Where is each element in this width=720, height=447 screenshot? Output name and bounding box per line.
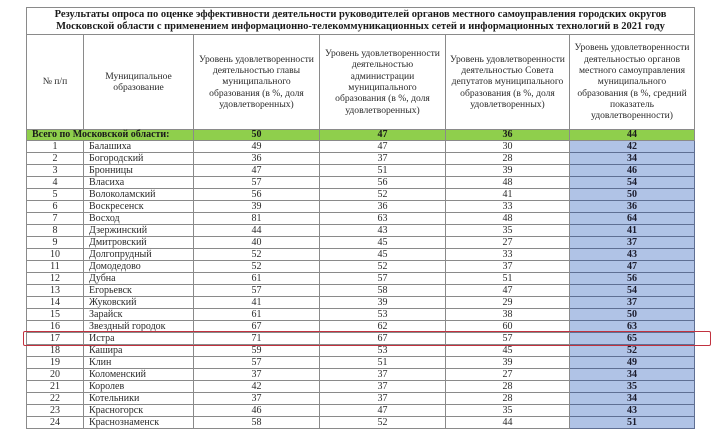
average-satisfaction-cell: 51 <box>570 417 695 429</box>
administration-satisfaction-cell: 47 <box>320 405 446 417</box>
head-satisfaction-cell: 52 <box>194 249 320 261</box>
average-satisfaction-cell: 54 <box>570 177 695 189</box>
head-satisfaction-cell: 57 <box>194 177 320 189</box>
municipality-name-cell: Восход <box>84 213 194 225</box>
administration-satisfaction-cell: 51 <box>320 357 446 369</box>
total-administration: 47 <box>320 130 446 141</box>
total-label: Всего по Московской области: <box>27 130 194 141</box>
council-satisfaction-cell: 33 <box>446 249 570 261</box>
row-number-cell: 24 <box>27 417 84 429</box>
municipality-name-cell: Звездный городок <box>84 321 194 333</box>
table-row <box>27 309 695 321</box>
average-satisfaction-cell: 34 <box>570 393 695 405</box>
administration-satisfaction-cell: 52 <box>320 261 446 273</box>
municipality-name-cell: Зарайск <box>84 309 194 321</box>
head-satisfaction-cell: 36 <box>194 153 320 165</box>
head-satisfaction-cell: 67 <box>194 321 320 333</box>
municipality-name-cell: Королев <box>84 381 194 393</box>
administration-satisfaction-cell: 53 <box>320 309 446 321</box>
council-satisfaction-cell: 28 <box>446 381 570 393</box>
administration-satisfaction-cell: 39 <box>320 297 446 309</box>
average-satisfaction-cell: 52 <box>570 345 695 357</box>
average-satisfaction-cell: 65 <box>570 333 695 345</box>
head-satisfaction-cell: 52 <box>194 261 320 273</box>
administration-satisfaction-cell: 53 <box>320 345 446 357</box>
row-number-cell: 6 <box>27 201 84 213</box>
table-row <box>27 141 695 153</box>
head-satisfaction-cell: 59 <box>194 345 320 357</box>
municipality-name-cell: Бронницы <box>84 165 194 177</box>
council-satisfaction-cell: 35 <box>446 405 570 417</box>
municipality-name-cell: Балашиха <box>84 141 194 153</box>
administration-satisfaction-cell: 56 <box>320 177 446 189</box>
head-satisfaction-cell: 58 <box>194 417 320 429</box>
average-satisfaction-cell: 46 <box>570 165 695 177</box>
total-row <box>27 130 695 141</box>
council-satisfaction-cell: 37 <box>446 261 570 273</box>
table-row <box>27 285 695 297</box>
council-satisfaction-cell: 45 <box>446 345 570 357</box>
council-satisfaction-cell: 44 <box>446 417 570 429</box>
table-row <box>27 177 695 189</box>
head-satisfaction-cell: 81 <box>194 213 320 225</box>
table-row <box>27 405 695 417</box>
survey-results-table <box>26 7 695 429</box>
row-number-cell: 2 <box>27 153 84 165</box>
average-satisfaction-cell: 41 <box>570 225 695 237</box>
municipality-name-cell: Коломенский <box>84 369 194 381</box>
municipality-name-cell: Истра <box>84 333 194 345</box>
average-satisfaction-cell: 37 <box>570 237 695 249</box>
average-satisfaction-cell: 56 <box>570 273 695 285</box>
row-number-cell: 4 <box>27 177 84 189</box>
total-council: 36 <box>446 130 570 141</box>
council-satisfaction-cell: 27 <box>446 369 570 381</box>
average-satisfaction-cell: 34 <box>570 369 695 381</box>
column-header-administration-satisfaction: Уровень удовлетворенности деятельностью администрации муниципального образования (в %, доля удовлетворенных) <box>320 35 446 130</box>
head-satisfaction-cell: 37 <box>194 369 320 381</box>
council-satisfaction-cell: 39 <box>446 357 570 369</box>
municipality-name-cell: Красногорск <box>84 405 194 417</box>
header-row <box>27 35 695 130</box>
council-satisfaction-cell: 47 <box>446 285 570 297</box>
head-satisfaction-cell: 47 <box>194 165 320 177</box>
table-row <box>27 393 695 405</box>
head-satisfaction-cell: 56 <box>194 189 320 201</box>
municipality-name-cell: Власиха <box>84 177 194 189</box>
municipality-name-cell: Дубна <box>84 273 194 285</box>
municipality-name-cell: Клин <box>84 357 194 369</box>
row-number-cell: 1 <box>27 141 84 153</box>
column-header-number: № п/п <box>27 35 84 130</box>
table-title: Результаты опроса по оценке эффективности деятельности руководителей органов местного самоуправления городских округов Московской области с применением информационно-телекоммуникационных сетей и информационных технологий в 2021 году <box>27 8 695 35</box>
table-row <box>27 201 695 213</box>
administration-satisfaction-cell: 47 <box>320 141 446 153</box>
municipality-name-cell: Волоколамский <box>84 189 194 201</box>
council-satisfaction-cell: 29 <box>446 297 570 309</box>
row-number-cell: 22 <box>27 393 84 405</box>
table-row <box>27 249 695 261</box>
average-satisfaction-cell: 50 <box>570 309 695 321</box>
head-satisfaction-cell: 37 <box>194 393 320 405</box>
average-satisfaction-cell: 54 <box>570 285 695 297</box>
row-number-cell: 9 <box>27 237 84 249</box>
municipality-name-cell: Дмитровский <box>84 237 194 249</box>
total-head: 50 <box>194 130 320 141</box>
administration-satisfaction-cell: 45 <box>320 249 446 261</box>
average-satisfaction-cell: 49 <box>570 357 695 369</box>
administration-satisfaction-cell: 51 <box>320 165 446 177</box>
total-average: 44 <box>570 130 695 141</box>
table-row <box>27 165 695 177</box>
average-satisfaction-cell: 63 <box>570 321 695 333</box>
survey-results-document <box>26 7 694 429</box>
council-satisfaction-cell: 48 <box>446 213 570 225</box>
head-satisfaction-cell: 44 <box>194 225 320 237</box>
council-satisfaction-cell: 33 <box>446 201 570 213</box>
title-row <box>27 8 695 35</box>
table-row <box>27 321 695 333</box>
administration-satisfaction-cell: 37 <box>320 153 446 165</box>
administration-satisfaction-cell: 52 <box>320 189 446 201</box>
row-number-cell: 23 <box>27 405 84 417</box>
average-satisfaction-cell: 36 <box>570 201 695 213</box>
municipality-name-cell: Домодедово <box>84 261 194 273</box>
row-number-cell: 5 <box>27 189 84 201</box>
municipality-name-cell: Кашира <box>84 345 194 357</box>
council-satisfaction-cell: 60 <box>446 321 570 333</box>
head-satisfaction-cell: 57 <box>194 357 320 369</box>
council-satisfaction-cell: 51 <box>446 273 570 285</box>
row-number-cell: 19 <box>27 357 84 369</box>
administration-satisfaction-cell: 36 <box>320 201 446 213</box>
table-row <box>27 297 695 309</box>
head-satisfaction-cell: 40 <box>194 237 320 249</box>
council-satisfaction-cell: 28 <box>446 393 570 405</box>
administration-satisfaction-cell: 58 <box>320 285 446 297</box>
table-row <box>27 357 695 369</box>
row-number-cell: 12 <box>27 273 84 285</box>
table-row <box>27 237 695 249</box>
municipality-name-cell: Егорьевск <box>84 285 194 297</box>
row-number-cell: 15 <box>27 309 84 321</box>
column-header-average-satisfaction: Уровень удовлетворенности деятельностью органов местного самоуправления муниципального образования (в %, средний показатель удовлетворенности) <box>570 35 695 130</box>
row-number-cell: 7 <box>27 213 84 225</box>
administration-satisfaction-cell: 37 <box>320 381 446 393</box>
council-satisfaction-cell: 27 <box>446 237 570 249</box>
administration-satisfaction-cell: 52 <box>320 417 446 429</box>
table-row <box>27 273 695 285</box>
row-number-cell: 17 <box>27 333 84 345</box>
council-satisfaction-cell: 28 <box>446 153 570 165</box>
row-number-cell: 16 <box>27 321 84 333</box>
table-row <box>27 369 695 381</box>
council-satisfaction-cell: 38 <box>446 309 570 321</box>
average-satisfaction-cell: 37 <box>570 297 695 309</box>
average-satisfaction-cell: 34 <box>570 153 695 165</box>
head-satisfaction-cell: 39 <box>194 201 320 213</box>
row-number-cell: 8 <box>27 225 84 237</box>
row-number-cell: 18 <box>27 345 84 357</box>
column-header-head-satisfaction: Уровень удовлетворенности деятельностью главы муниципального образования (в %, доля удовлетворенных) <box>194 35 320 130</box>
average-satisfaction-cell: 50 <box>570 189 695 201</box>
municipality-name-cell: Воскресенск <box>84 201 194 213</box>
table-row <box>27 345 695 357</box>
administration-satisfaction-cell: 67 <box>320 333 446 345</box>
average-satisfaction-cell: 35 <box>570 381 695 393</box>
table-row <box>27 417 695 429</box>
administration-satisfaction-cell: 57 <box>320 273 446 285</box>
head-satisfaction-cell: 41 <box>194 297 320 309</box>
municipality-name-cell: Краснознаменск <box>84 417 194 429</box>
table-row <box>27 189 695 201</box>
administration-satisfaction-cell: 62 <box>320 321 446 333</box>
row-number-cell: 11 <box>27 261 84 273</box>
head-satisfaction-cell: 61 <box>194 309 320 321</box>
row-number-cell: 20 <box>27 369 84 381</box>
average-satisfaction-cell: 43 <box>570 249 695 261</box>
average-satisfaction-cell: 43 <box>570 405 695 417</box>
row-number-cell: 3 <box>27 165 84 177</box>
municipality-name-cell: Котельники <box>84 393 194 405</box>
row-number-cell: 14 <box>27 297 84 309</box>
municipality-name-cell: Жуковский <box>84 297 194 309</box>
municipality-name-cell: Долгопрудный <box>84 249 194 261</box>
table-row <box>27 213 695 225</box>
table-row <box>27 225 695 237</box>
average-satisfaction-cell: 42 <box>570 141 695 153</box>
head-satisfaction-cell: 71 <box>194 333 320 345</box>
average-satisfaction-cell: 64 <box>570 213 695 225</box>
average-satisfaction-cell: 47 <box>570 261 695 273</box>
row-number-cell: 13 <box>27 285 84 297</box>
column-header-council-satisfaction: Уровень удовлетворенности деятельностью Совета депутатов муниципального образования (в %, доля удовлетворенных) <box>446 35 570 130</box>
row-number-cell: 21 <box>27 381 84 393</box>
municipality-name-cell: Богородский <box>84 153 194 165</box>
administration-satisfaction-cell: 45 <box>320 237 446 249</box>
council-satisfaction-cell: 48 <box>446 177 570 189</box>
head-satisfaction-cell: 46 <box>194 405 320 417</box>
council-satisfaction-cell: 39 <box>446 165 570 177</box>
table-row <box>27 381 695 393</box>
table-row <box>27 153 695 165</box>
administration-satisfaction-cell: 43 <box>320 225 446 237</box>
table-row <box>27 333 695 345</box>
administration-satisfaction-cell: 37 <box>320 393 446 405</box>
council-satisfaction-cell: 35 <box>446 225 570 237</box>
council-satisfaction-cell: 30 <box>446 141 570 153</box>
head-satisfaction-cell: 61 <box>194 273 320 285</box>
row-number-cell: 10 <box>27 249 84 261</box>
head-satisfaction-cell: 57 <box>194 285 320 297</box>
column-header-municipality: Муниципальное образование <box>84 35 194 130</box>
table-row <box>27 261 695 273</box>
head-satisfaction-cell: 49 <box>194 141 320 153</box>
administration-satisfaction-cell: 63 <box>320 213 446 225</box>
council-satisfaction-cell: 41 <box>446 189 570 201</box>
head-satisfaction-cell: 42 <box>194 381 320 393</box>
municipality-name-cell: Дзержинский <box>84 225 194 237</box>
council-satisfaction-cell: 57 <box>446 333 570 345</box>
administration-satisfaction-cell: 37 <box>320 369 446 381</box>
